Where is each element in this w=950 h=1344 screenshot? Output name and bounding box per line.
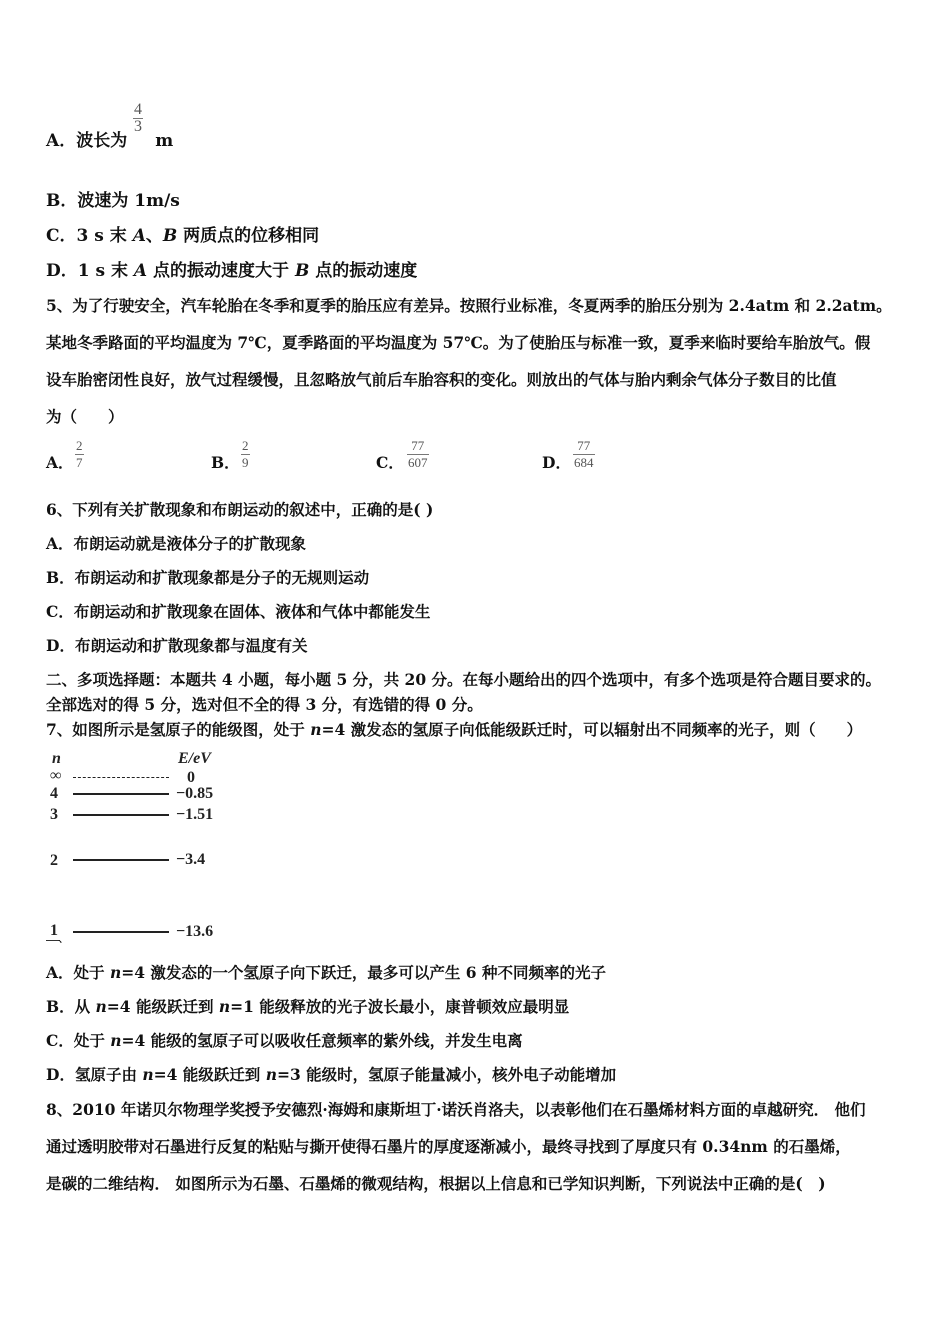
diagram-stray-mark: 、 bbox=[58, 931, 71, 945]
q5-option-d-fraction bbox=[573, 438, 595, 471]
q4-d-B: B bbox=[294, 261, 310, 281]
q5-line-4: 为（ ） bbox=[46, 407, 124, 426]
q7-option-d bbox=[46, 1063, 616, 1085]
q8-line-3: 是碳的二维结构． 如图所示为石墨、石墨烯的微观结构，根据以上信息和已学知识判断，下列说法中正确的是( ) bbox=[46, 1174, 826, 1193]
q7-a-pre: A．处于 bbox=[46, 963, 110, 982]
q4-c-post: 两质点的位移相同 bbox=[177, 226, 320, 246]
q6-option-c: C．布朗运动和扩散现象在固体、液体和气体中都能发生 bbox=[46, 602, 431, 621]
q4-a-unit: m bbox=[155, 131, 174, 151]
level-3-n: 3 bbox=[50, 806, 58, 823]
q4-d-pre: D．1 s 末 bbox=[46, 261, 134, 281]
q7-c-pre: C．处于 bbox=[46, 1031, 111, 1050]
q4-option-b: B．波速为 1m/s bbox=[46, 191, 180, 211]
q4-c-A: A bbox=[132, 226, 146, 246]
q7-b-pre: B．从 bbox=[46, 997, 96, 1016]
level-3-line bbox=[73, 814, 169, 816]
q5-b-num: 2 bbox=[242, 438, 249, 453]
q5-option-b-fraction bbox=[241, 438, 250, 471]
level-2-line bbox=[73, 859, 169, 861]
level-4-n: 4 bbox=[50, 785, 58, 802]
q5-line-1: 5、为了行驶安全，汽车轮胎在冬季和夏季的胎压应有差异。按照行业标准，冬夏两季的胎压分别为 2.4atm 和 2.2atm。 bbox=[46, 296, 892, 315]
level-4-line bbox=[73, 793, 169, 795]
diagram-n-label: n bbox=[52, 750, 61, 767]
level-2-n: 2 bbox=[50, 852, 58, 869]
section2-line-2: 全部选对的得 5 分，选对但不全的得 3 分，有选错的得 0 分。 bbox=[46, 695, 483, 714]
q6-option-d: D．布朗运动和扩散现象都与温度有关 bbox=[46, 636, 308, 655]
q5-c-num: 77 bbox=[411, 438, 425, 453]
q5-a-num: 2 bbox=[76, 438, 83, 453]
q5-d-num: 77 bbox=[577, 438, 591, 453]
q7-option-b bbox=[46, 995, 569, 1017]
q4-a-fraction bbox=[133, 102, 143, 135]
q5-option-a-fraction bbox=[75, 438, 84, 471]
q7-a-post: =4 激发态的一个氢原子向下跃迁，最多可以产生 6 种不同频率的光子 bbox=[121, 963, 606, 982]
level-3-e: −1.51 bbox=[176, 806, 214, 823]
q8-line-2: 通过透明胶带对石墨进行反复的粘贴与撕开使得石墨片的厚度逐渐减小，最终寻找到了厚度只有 0.34nm 的石墨烯， bbox=[46, 1137, 851, 1156]
q8-line-1: 8、2010 年诺贝尔物理学奖授予安德烈·海姆和康斯坦丁·诺沃肖洛夫，以表彰他们在石墨烯材料方面的卓越研究． 他们 bbox=[46, 1100, 866, 1119]
q4-c-mid: 、 bbox=[145, 226, 163, 246]
q4-d-mid: 点的振动速度大于 bbox=[147, 261, 295, 281]
q7-c-post: =4 能级的氢原子可以吸收任意频率的紫外线，并发生电离 bbox=[121, 1031, 523, 1050]
q5-option-a-letter: A． bbox=[46, 453, 74, 472]
q7-c-n: n bbox=[110, 1031, 122, 1050]
q4-option-c bbox=[46, 221, 319, 246]
q5-line-2: 某地冬季路面的平均温度为 7℃，夏季路面的平均温度为 57℃。为了使胎压与标准一致，夏季来临时要给车胎放气。假 bbox=[46, 333, 871, 352]
q5-option-c-fraction bbox=[407, 438, 429, 471]
q7-option-c bbox=[46, 1029, 523, 1051]
q4-option-a bbox=[46, 126, 173, 151]
q7-d-n2: n bbox=[265, 1065, 277, 1084]
level-inf-line bbox=[73, 777, 169, 778]
level-inf-n: ∞ bbox=[50, 767, 62, 784]
q4-d-A: A bbox=[133, 261, 148, 281]
q7-stem-post: =4 激发态的氢原子向低能级跃迁时，可以辐射出不同频率的光子，则（ ） bbox=[321, 720, 863, 739]
q7-d-n: n bbox=[142, 1065, 154, 1084]
level-2-e: −3.4 bbox=[176, 851, 206, 868]
q4-d-post: 点的振动速度 bbox=[309, 261, 418, 281]
q7-option-a bbox=[46, 961, 606, 983]
q7-b-post: =1 能级释放的光子波长最小，康普顿效应最明显 bbox=[230, 997, 570, 1016]
q4-a-frac-num: 4 bbox=[134, 101, 142, 118]
section2-line-1: 二、多项选择题：本题共 4 小题，每小题 5 分，共 20 分。在每小题给出的四个选项中，有多个选项是符合题目要求的。 bbox=[46, 670, 882, 689]
q5-option-c-letter: C． bbox=[376, 453, 404, 472]
q7-stem-pre: 7、如图所示是氢原子的能级图，处于 bbox=[46, 720, 311, 739]
q5-option-d-letter: D． bbox=[542, 453, 571, 472]
level-4-e: −0.85 bbox=[176, 785, 214, 802]
q4-option-d bbox=[46, 256, 417, 281]
q5-line-3: 设车胎密闭性良好，放气过程缓慢，且忽略放气前后车胎容积的变化。则放出的气体与胎内剩余气体分子数目的比值 bbox=[46, 370, 837, 389]
q6-option-b: B．布朗运动和扩散现象都是分子的无规则运动 bbox=[46, 568, 370, 587]
q4-a-frac-den: 3 bbox=[134, 118, 142, 135]
q7-stem-n: n bbox=[310, 720, 322, 739]
q5-d-den: 684 bbox=[574, 455, 594, 470]
level-1-e: −13.6 bbox=[176, 923, 214, 940]
q4-a-letter: A． bbox=[46, 131, 77, 151]
q5-b-den: 9 bbox=[242, 455, 249, 470]
q5-option-b-letter: B． bbox=[211, 453, 240, 472]
q7-a-n: n bbox=[109, 963, 122, 982]
q7-b-n2: n bbox=[218, 997, 231, 1016]
q7-b-n: n bbox=[95, 997, 107, 1016]
q7-d-pre: D．氢原子由 bbox=[46, 1065, 143, 1084]
level-inf-e: 0 bbox=[187, 769, 195, 786]
q6-option-a: A．布朗运动就是液体分子的扩散现象 bbox=[46, 534, 307, 553]
q6-stem: 6、下列有关扩散现象和布朗运动的叙述中，正确的是( ) bbox=[46, 500, 434, 519]
q7-d-post: =3 能级时，氢原子能量减小，核外电子动能增加 bbox=[276, 1065, 617, 1084]
level-1-line bbox=[73, 931, 169, 933]
level-1-n: 1 bbox=[50, 922, 58, 939]
q7-d-mid: =4 能级跃迁到 bbox=[153, 1065, 266, 1084]
q5-a-den: 7 bbox=[76, 455, 83, 470]
q4-c-B: B bbox=[162, 226, 178, 246]
q7-stem bbox=[46, 718, 862, 740]
q7-b-mid: =4 能级跃迁到 bbox=[106, 997, 219, 1016]
q5-c-den: 607 bbox=[408, 455, 428, 470]
diagram-e-label: E/eV bbox=[178, 750, 211, 767]
q4-c-pre: C．3 s 末 bbox=[46, 226, 133, 246]
q4-a-text: 波长为 bbox=[76, 131, 128, 151]
